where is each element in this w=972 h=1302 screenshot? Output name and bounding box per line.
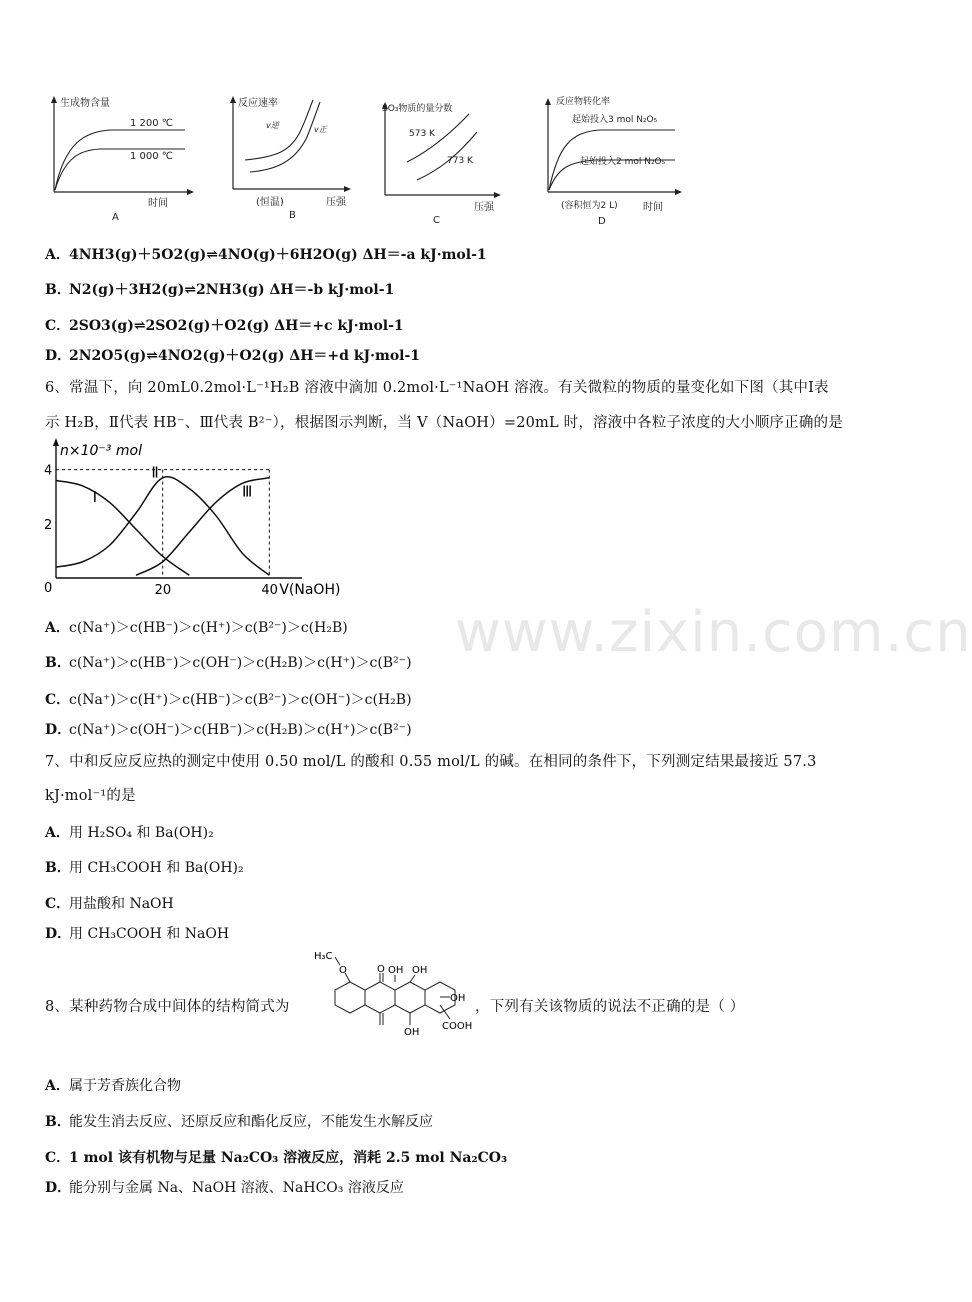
y-tick-label: 4 [44,463,53,479]
watermark: www.zixin.com.cn [455,600,972,665]
panel-d-curve2: 起始投入2 mol N₂O₅ [580,157,666,167]
panel-d-letter: D [598,216,606,227]
q5-option-a: A．4NH3(g)＋5O2(g)⇌4NO(g)＋6H2O(g) ΔH＝-a kJ·mol-1 [45,247,487,263]
panel-d-note: (容积恒为2 L) [561,201,618,211]
y-tick-label: 2 [44,517,53,533]
q5-option-d: D．2N2O5(g)⇌4NO2(g)＋O2(g) ΔH＝+d kJ·mol-1 [45,348,421,364]
panel-b-note: (恒温) [256,197,284,208]
q8-option-c: C．1 mol 该有机物与足量 Na₂CO₃ 溶液反应，消耗 2.5 mol Na₂CO₃ [45,1150,508,1166]
q8-oh4-label: OH [404,1027,420,1038]
q8-methyl-label: H₃C [314,951,333,962]
q6-stem-line2: 示 H₂B，Ⅱ代表 HB⁻、Ⅲ代表 B²⁻），根据图示判断，当 V（NaOH）=20mL 时，溶液中各粒子浓度的大小顺序正确的是 [45,415,843,431]
panel-d-xlabel: 时间 [643,202,663,213]
y-tick-label: 0 [44,581,53,596]
panel-b-curve1: v逆 [266,121,279,130]
panel-b-ylabel: 反应速率 [238,98,278,109]
y-axis-arrow [53,438,59,446]
series-1-label: Ⅰ [92,487,98,506]
y-axis-label: n×10⁻³ mol [60,443,142,459]
q6-option-d: D．c(Na⁺)＞c(OH⁻)＞c(HB⁻)＞c(H₂B)＞c(H⁺)＞c(B²⁻) [45,722,412,738]
panel-a-plot [40,92,200,227]
panel-a-curve2: 1 000 ℃ [130,151,174,162]
q7-option-a: A．用 H₂SO₄ 和 Ba(OH)₂ [45,825,214,841]
series-1-line [56,481,189,576]
q6-option-c: C．c(Na⁺)＞c(H⁺)＞c(HB⁻)＞c(B²⁻)＞c(OH⁻)＞c(H₂B) [45,692,412,708]
q8-option-b: B．能发生消去反应、还原反应和酯化反应，不能发生水解反应 [45,1114,433,1130]
q8-option-d: D．能分别与金属 Na、NaOH 溶液、NaHCO₃ 溶液反应 [45,1180,404,1196]
panel-c-ylabel: SO₃物质的量分数 [382,104,453,114]
panel-d-ylabel: 反应物转化率 [556,97,611,107]
q8-ketone-label: O [377,964,385,975]
q8-oh1-label: OH [388,965,404,976]
q8-cooh-label: COOH [442,1021,473,1032]
x-axis-label: V(NaOH) [279,582,341,598]
panel-a-xlabel: 时间 [148,198,168,209]
panel-b-xlabel: 压强 [326,197,346,208]
panel-c-curve1: 573 K [409,129,435,139]
q6-option-b: B．c(Na⁺)＞c(HB⁻)＞c(OH⁻)＞c(H₂B)＞c(H⁺)＞c(B²⁻) [45,655,412,671]
q8-structure [310,945,480,1060]
panel-c-curve2: 773 K [447,156,473,166]
panel-c-letter: C [433,215,440,226]
q7-stem-line2: kJ·mol⁻¹的是 [45,788,136,804]
q8-o-label: O [339,965,347,976]
q6-chart [38,440,341,605]
q8-oh2-label: OH [412,965,428,976]
q6-option-a: A．c(Na⁺)＞c(HB⁻)＞c(H⁺)＞c(B²⁻)＞c(H₂B) [45,620,348,636]
q8-oh3-label: OH [450,993,466,1004]
x-tick-label: 20 [154,583,172,598]
q8-stem-suffix: ，下列有关该物质的说法不正确的是（ ） [475,999,745,1015]
series-2-label: Ⅱ [151,463,159,482]
q5-option-b: B．N2(g)＋3H2(g)⇌2NH3(g) ΔH＝-b kJ·mol-1 [45,282,395,298]
q8-option-a: A．属于芳香族化合物 [45,1078,181,1094]
panel-b-curve2: v正 [314,125,327,134]
panel-b-letter: B [289,210,296,221]
panel-d-curve1: 起始投入3 mol N₂O₅ [572,115,658,125]
q5-option-c: C．2SO3(g)⇌2SO2(g)＋O2(g) ΔH＝+c kJ·mol-1 [45,318,404,334]
q6-stem-line1: 6、常温下，向 20mL0.2mol·L⁻¹H₂B 溶液中滴加 0.2mol·L⁻¹NaOH 溶液。有关微粒的物质的量变化如下图（其中Ⅰ表 [45,380,829,396]
q7-stem-line1: 7、中和反应反应热的测定中使用 0.50 mol/L 的酸和 0.55 mol/L 的碱。在相同的条件下，下列测定结果最接近 57.3 [45,754,817,770]
panel-a-ylabel: 生成物含量 [60,98,110,109]
q7-option-b: B．用 CH₃COOH 和 Ba(OH)₂ [45,860,244,876]
q7-option-c: C．用盐酸和 NaOH [45,896,174,912]
q7-option-d: D．用 CH₃COOH 和 NaOH [45,926,230,942]
series-3-label: Ⅲ [242,482,253,501]
panel-a-letter: A [112,212,119,223]
q8-stem-prefix: 8、某种药物合成中间体的结构简式为 [45,999,290,1015]
panel-c-xlabel: 压强 [474,202,494,213]
x-tick-label: 40 [261,583,278,598]
panel-a-curve1: 1 200 ℃ [130,118,174,129]
